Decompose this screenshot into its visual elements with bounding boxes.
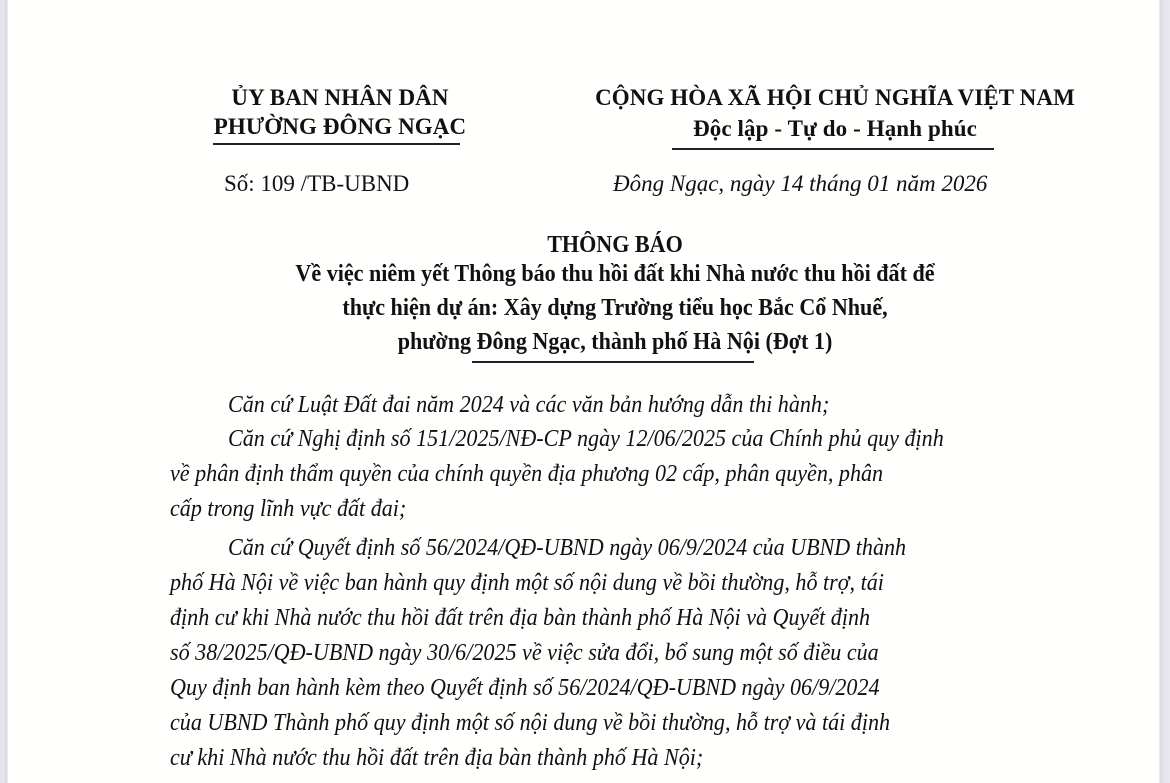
agency-name-line2: PHƯỜNG ĐÔNG NGẠC [213,114,467,139]
page-edge-left [0,0,8,783]
legal-basis-line: về phân định thẩm quyền của chính quyền địa phương 02 cấp, phân quyền, phân [170,461,884,487]
legal-basis-line: phố Hà Nội về việc ban hành quy định một số nội dung về bồi thường, hỗ trợ, tái [170,570,884,596]
notice-title-block [150,232,1080,363]
legal-basis-line: Căn cứ Nghị định số 151/2025/NĐ-CP ngày 12/06/2025 của Chính phủ quy định [228,426,944,452]
legal-basis-line: Quy định ban hành kèm theo Quyết định số 56/2024/QĐ-UBND ngày 06/9/2024 [170,675,880,701]
legal-basis-line: của UBND Thành phố quy định một số nội dung về bồi thường, hỗ trợ và tái định [170,710,891,736]
legal-basis-line: số 38/2025/QĐ-UBND ngày 30/6/2025 về việc sửa đổi, bổ sung một số điều của [170,640,879,666]
legal-basis-line: cấp trong lĩnh vực đất đai; [170,496,407,522]
agency-name-line1: ỦY BAN NHÂN DÂN [231,85,449,110]
legal-basis-line: định cư khi Nhà nước thu hồi đất trên địa bàn thành phố Hà Nội và Quyết định [170,605,871,631]
motto-underline [672,148,994,150]
agency-underline [213,143,460,145]
national-motto: Độc lập - Tự do - Hạnh phúc [693,116,977,141]
notice-subject-line3: phường Đông Ngạc, thành phố Hà Nội (Đợt 1) [397,329,833,355]
place-and-date: Đông Ngạc, ngày 14 tháng 01 năm 2026 [613,171,988,196]
national-title: CỘNG HÒA XÃ HỘI CHỦ NGHĨA VIỆT NAM [595,85,1075,110]
title-underline [472,361,754,363]
notice-subject-line2: thực hiện dự án: Xây dựng Trường tiểu học Bắc Cổ Nhuế, [342,295,888,321]
legal-basis-line: Căn cứ Luật Đất đai năm 2024 và các văn bản hướng dẫn thi hành; [228,392,830,418]
notice-heading: THÔNG BÁO [547,232,683,258]
document-number: Số: 109 /TB-UBND [224,171,410,196]
legal-basis-line: cư khi Nhà nước thu hồi đất trên địa bàn thành phố Hà Nội; [170,745,704,771]
notice-subject-line1: Về việc niêm yết Thông báo thu hồi đất khi Nhà nước thu hồi đất để [295,261,935,287]
page-edge-right [1159,0,1170,783]
legal-basis-line: Căn cứ Quyết định số 56/2024/QĐ-UBND ngày 06/9/2024 của UBND thành [228,535,907,561]
